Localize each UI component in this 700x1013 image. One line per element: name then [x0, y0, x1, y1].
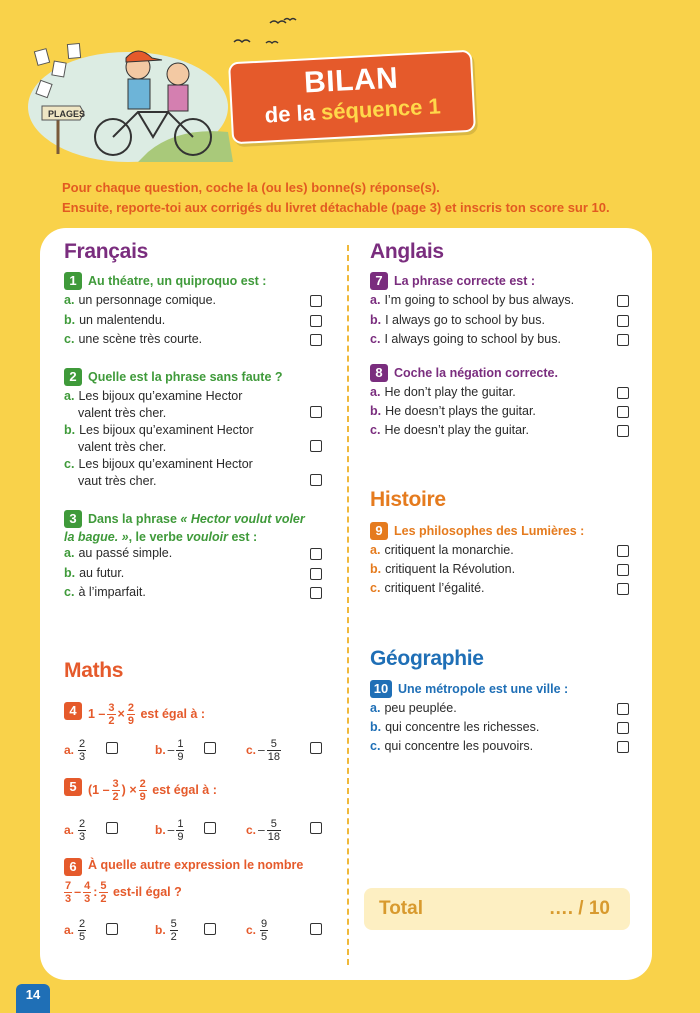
option-9a: a. critiquent la monarchie. [370, 543, 514, 557]
option-8a: a. He don’t play the guitar. [370, 385, 516, 399]
question-6: 6 À quelle autre expression le nombre [64, 858, 303, 876]
instructions-line-1: Pour chaque question, coche la (ou les) bonne(s) réponse(s). [62, 180, 440, 195]
option-1b: b. un malentendu. [64, 313, 166, 327]
option-2c: c. Les bijoux qu’examinent Hector vaut très cher. [64, 457, 253, 488]
total-label: Total [379, 898, 423, 919]
option-8c: c. He doesn’t play the guitar. [370, 423, 529, 437]
checkbox-10b[interactable] [617, 722, 629, 734]
checkbox-3a[interactable] [310, 548, 322, 560]
option-5a: a. $\frac{2}{3}$ [64, 818, 86, 843]
checkbox-7a[interactable] [617, 295, 629, 307]
option-9c: c. critiquent l’égalité. [370, 581, 485, 595]
checkbox-2a[interactable] [310, 406, 322, 418]
option-6a: a. $\frac{2}{5}$ [64, 918, 86, 943]
option-5b: b. – $\frac{1}{9}$ [155, 818, 184, 843]
option-3a: a. au passé simple. [64, 546, 173, 560]
checkbox-1c[interactable] [310, 334, 322, 346]
question-5: 5 (1 – $\frac{3}{2}$ ) × $\frac{2}{9}$ est égal à : [64, 778, 217, 803]
question-2: 2 Quelle est la phrase sans faute ? [64, 368, 283, 386]
sign-label: PLAGES [48, 109, 86, 119]
checkbox-7b[interactable] [617, 315, 629, 327]
section-title-histoire: Histoire [370, 488, 446, 511]
option-7b: b. I always go to school by bus. [370, 313, 545, 327]
checkbox-6b[interactable] [204, 923, 216, 935]
checkbox-5b[interactable] [204, 822, 216, 834]
option-7c: c. I always going to school by bus. [370, 332, 561, 346]
checkbox-6c[interactable] [310, 923, 322, 935]
checkbox-2b[interactable] [310, 440, 322, 452]
checkbox-1a[interactable] [310, 295, 322, 307]
option-5c: c. – $\frac{5}{18}$ [246, 818, 280, 843]
checkbox-8c[interactable] [617, 425, 629, 437]
option-10a: a. peu peuplée. [370, 701, 457, 715]
option-6c: c. $\frac{9}{5}$ [246, 918, 268, 943]
checkbox-1b[interactable] [310, 315, 322, 327]
cyclists-illustration [28, 32, 233, 162]
checkbox-9c[interactable] [617, 583, 629, 595]
option-2b: b. Les bijoux qu’examinent Hector valent très cher. [64, 423, 254, 454]
checkbox-9a[interactable] [617, 545, 629, 557]
checkbox-4c[interactable] [310, 742, 322, 754]
birds-icon [232, 15, 302, 50]
checkbox-10c[interactable] [617, 741, 629, 753]
section-title-geographie: Géographie [370, 647, 484, 670]
checkbox-3c[interactable] [310, 587, 322, 599]
instructions-line-2: Ensuite, reporte-toi aux corrigés du livret détachable (page 3) et inscris ton score sur 10. [62, 200, 610, 215]
page-title: BILAN [303, 61, 400, 100]
question-8: 8 Coche la négation correcte. [370, 364, 558, 382]
option-10b: b. qui concentre les richesses. [370, 720, 540, 734]
checkbox-8b[interactable] [617, 406, 629, 418]
checkbox-3b[interactable] [310, 568, 322, 580]
option-4c: c. – $\frac{5}{18}$ [246, 738, 280, 763]
question-1: 1 Au théatre, un quiproquo est : [64, 272, 266, 290]
option-4b: b. – $\frac{1}{9}$ [155, 738, 184, 763]
option-10c: c. qui concentre les pouvoirs. [370, 739, 534, 753]
column-divider [347, 245, 349, 965]
checkbox-4b[interactable] [204, 742, 216, 754]
instructions [62, 178, 682, 218]
question-3: 3 Dans la phrase « Hector voulut voler la bague. », le verbe vouloir est : [64, 511, 305, 544]
section-title-anglais: Anglais [370, 240, 444, 263]
checkbox-9b[interactable] [617, 564, 629, 576]
title-banner [228, 50, 476, 145]
option-9b: b. critiquent la Révolution. [370, 562, 516, 576]
total-score[interactable]: …. / 10 [548, 898, 610, 919]
option-4a: a. $\frac{2}{3}$ [64, 738, 86, 763]
question-6-expression: $\frac{7}{3}$ – $\frac{4}{3}$ : $\frac{5}{2}$ est-il égal ? [65, 880, 182, 905]
option-1a: a. un personnage comique. [64, 293, 217, 307]
option-1c: c. une scène très courte. [64, 332, 203, 346]
checkbox-5a[interactable] [106, 822, 118, 834]
page-subtitle: de la séquence 1 [264, 93, 442, 128]
checkbox-7c[interactable] [617, 334, 629, 346]
option-2a: a. Les bijoux qu’examine Hector valent très cher. [64, 389, 243, 420]
option-3c: c. à l’imparfait. [64, 585, 146, 599]
option-7a: a. I’m going to school by bus always. [370, 293, 575, 307]
question-7: 7 La phrase correcte est : [370, 272, 535, 290]
checkbox-6a[interactable] [106, 923, 118, 935]
total-score-box [364, 888, 630, 930]
section-title-maths: Maths [64, 659, 124, 682]
question-4: 4 1 – $\frac{3}{2}$ × $\frac{2}{9}$ est égal à : [64, 702, 205, 727]
checkbox-2c[interactable] [310, 474, 322, 486]
question-10: 10 Une métropole est une ville : [370, 680, 568, 698]
section-title-francais: Français [64, 240, 148, 263]
question-9: 9 Les philosophes des Lumières : [370, 522, 584, 540]
option-3b: b. au futur. [64, 566, 125, 580]
option-8b: b. He doesn’t plays the guitar. [370, 404, 536, 418]
checkbox-10a[interactable] [617, 703, 629, 715]
page-number: 14 [16, 984, 50, 1013]
option-6b: b. $\frac{5}{2}$ [155, 918, 177, 943]
checkbox-5c[interactable] [310, 822, 322, 834]
checkbox-8a[interactable] [617, 387, 629, 399]
checkbox-4a[interactable] [106, 742, 118, 754]
